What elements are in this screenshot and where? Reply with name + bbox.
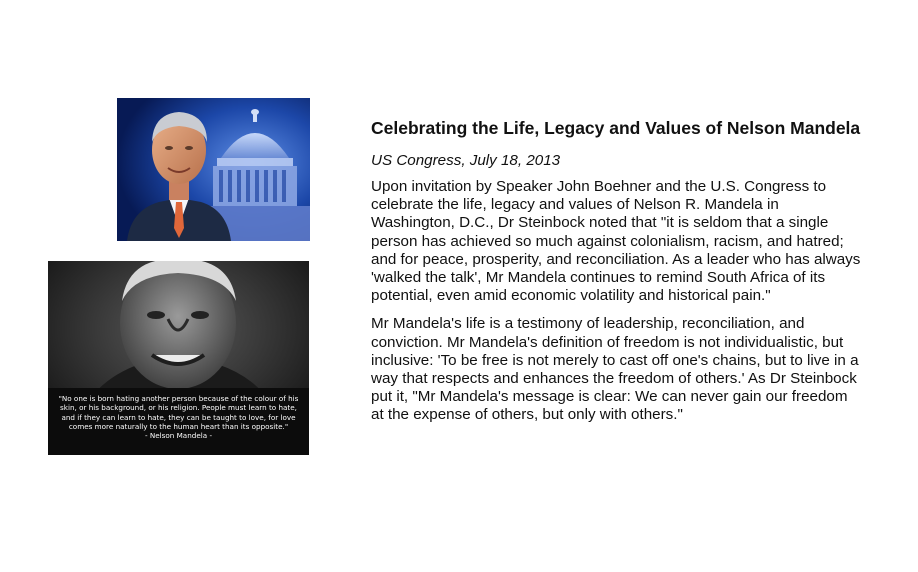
article-paragraph: Upon invitation by Speaker John Boehner and the U.S. Congress to celebrate the life, legacy and values of Nelson R. Mandela in Washington, D.C., Dr Steinbock noted that "it is seldom that a single person has achieved so much against colonialism, racism, and hatred; and for peace, prosperity, and reconciliation. As a leader who has always 'walked the talk', Mr Mandela continues to remind South Africa of its potential, even amid economic volatility and historical pain." [371,178,861,305]
quote-author: - Nelson Mandela - [144,431,213,441]
quote-caption [48,388,309,455]
article-headline: Celebrating the Life, Legacy and Values of Nelson Mandela [371,118,861,138]
portrait-capitol-illustration [117,98,310,241]
portrait-quote-photo [48,261,309,455]
article-paragraph: Mr Mandela's life is a testimony of leadership, reconciliation, and conviction. Mr Mandela's definition of freedom is not individualistic, but inclusive: 'To be free is not merely to cast off one's chains, but to live in a way that respects and enhances the freedom of others.' As Dr Steinbock put it, "Mr Mandela's message is clear: We can never gain our freedom at the expense of others, but only with others." [371,315,859,424]
article [371,118,863,425]
portrait-capitol-photo [117,98,310,241]
article-dateline: US Congress, July 18, 2013 [371,152,561,169]
quote-text: "No one is born hating another person because of the colour of his skin, or his background, or his religion. People must learn to hate, and if they can learn to hate, they can be taught to love, for love comes more naturally to the human heart than its opposite." [58,394,299,431]
